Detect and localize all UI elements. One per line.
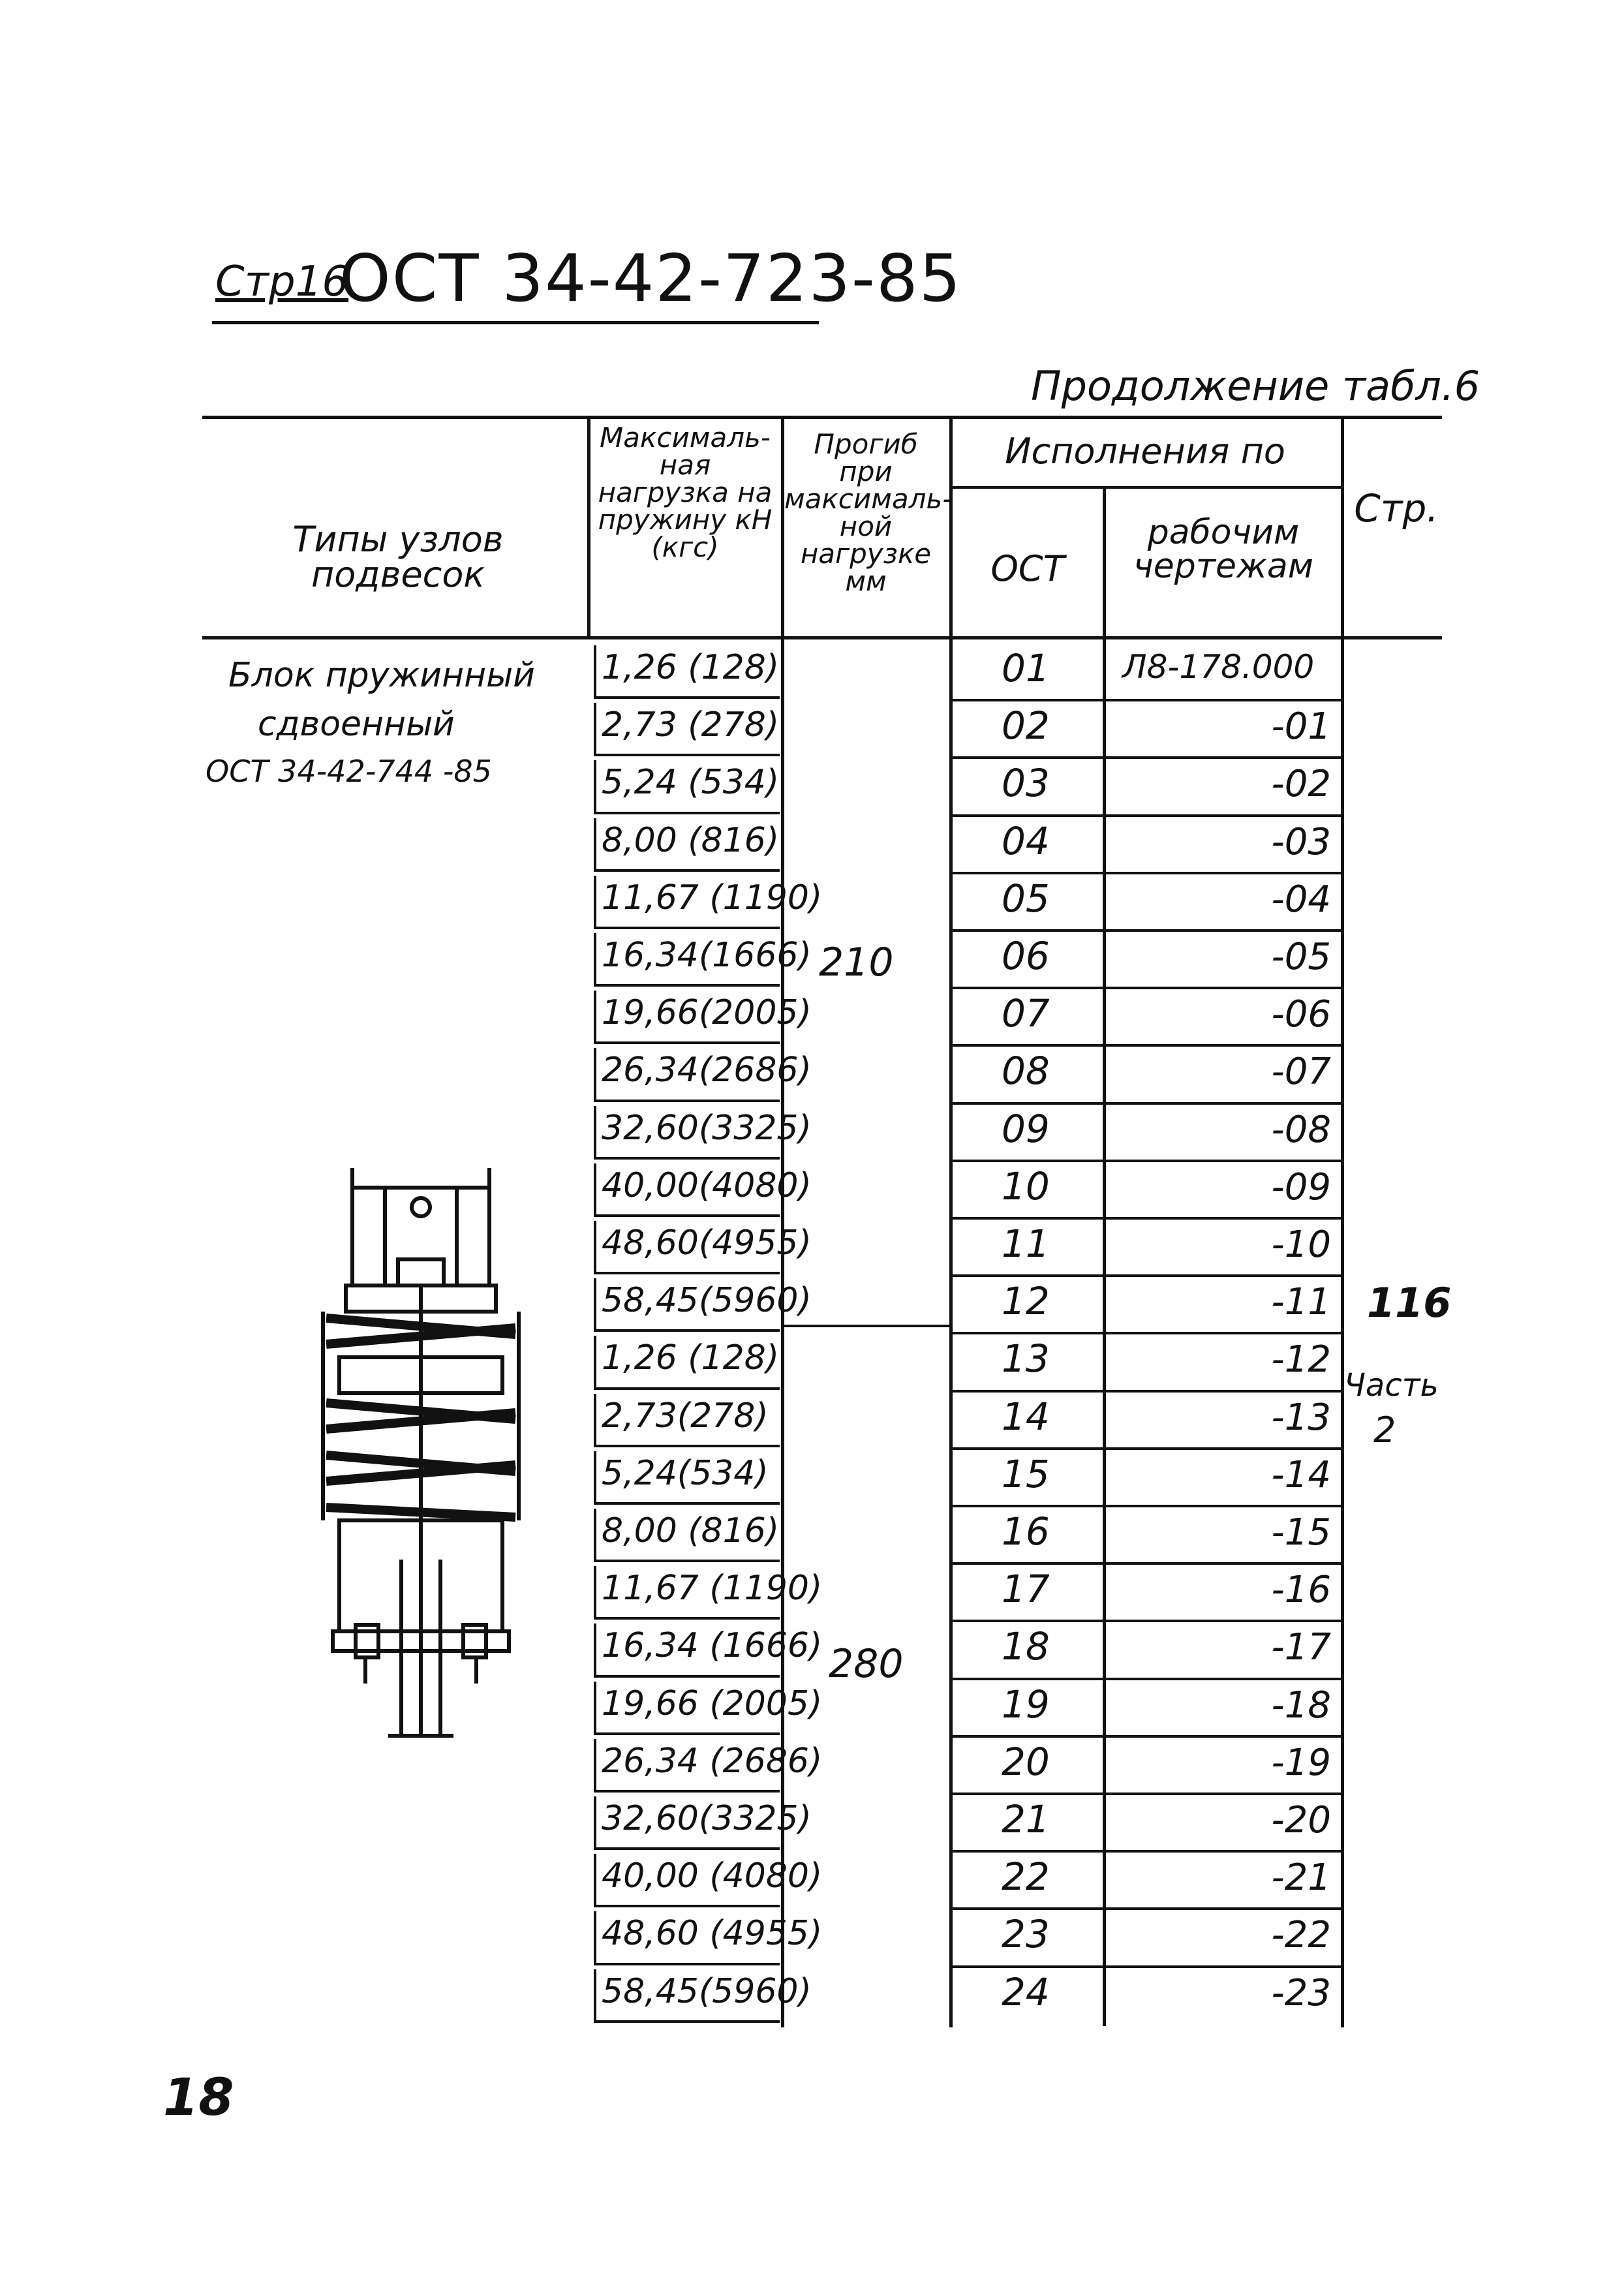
load-cell-frame xyxy=(594,1682,780,1735)
drawing-version-cell: -01 xyxy=(1271,705,1331,748)
load-cell-frame xyxy=(594,1278,780,1332)
drawing-version-cell: -07 xyxy=(1271,1051,1331,1094)
load-cell-frame xyxy=(594,991,780,1044)
ost-version-cell: 13 xyxy=(1002,1336,1050,1381)
table-header-bottom-border xyxy=(202,636,1442,639)
drawing-version-cell: -11 xyxy=(1271,1281,1331,1324)
load-cell: 19,66(2005) xyxy=(602,993,812,1033)
ost-version-cell: 01 xyxy=(1002,646,1050,690)
load-cell: 40,00 (4080) xyxy=(602,1856,823,1896)
load-cell: 58,45(5960) xyxy=(602,1971,812,2011)
ost-version-cell: 16 xyxy=(1002,1509,1050,1554)
row-divider xyxy=(949,1332,1341,1334)
ost-version-cell: 15 xyxy=(1002,1451,1050,1496)
load-cell: 58,45(5960) xyxy=(602,1281,812,1321)
ost-version-cell: 19 xyxy=(1002,1682,1050,1727)
load-cell-frame xyxy=(594,1969,780,2023)
part-label: Часть xyxy=(1344,1367,1439,1404)
load-cell: 11,67 (1190) xyxy=(602,1569,823,1608)
load-cell-frame xyxy=(594,1336,780,1389)
page-ref: Стр16 xyxy=(215,258,349,306)
ost-version-cell: 06 xyxy=(1002,934,1050,978)
load-cell-frame xyxy=(594,1566,780,1620)
table-top-border xyxy=(202,416,1442,419)
load-cell-frame xyxy=(594,933,780,987)
load-cell-frame xyxy=(594,1854,780,1907)
versions-header: Исполнения по xyxy=(1005,431,1285,472)
row-divider xyxy=(949,1562,1341,1565)
load-cell: 32,60(3325) xyxy=(602,1799,812,1838)
ost-version-cell: 20 xyxy=(1002,1739,1050,1784)
drawing-version-cell: -08 xyxy=(1271,1108,1331,1151)
row-divider xyxy=(949,756,1341,759)
ost-version-cell: 14 xyxy=(1002,1394,1050,1439)
deflection-group-divider xyxy=(781,1325,951,1327)
row-divider xyxy=(949,814,1341,817)
type-name-line-1: Блок пружинный xyxy=(228,656,535,695)
drawing-version-cell: -21 xyxy=(1271,1856,1331,1900)
drawing-version-cell: -03 xyxy=(1271,820,1331,863)
drawing-version-cell: -16 xyxy=(1271,1569,1331,1612)
load-cell-frame xyxy=(594,1451,780,1505)
standard-number: ОСТ 34-42-723-85 xyxy=(339,240,962,316)
load-cell: 26,34 (2686) xyxy=(602,1741,823,1781)
drawing-version-cell: -15 xyxy=(1271,1511,1331,1554)
load-cell: 16,34 (1666) xyxy=(602,1626,823,1666)
drawing-version-cell: Л8-178.000 xyxy=(1122,648,1315,686)
load-cell: 40,00(4080) xyxy=(602,1165,812,1205)
drawing-version-cell: -10 xyxy=(1271,1223,1331,1266)
row-divider xyxy=(949,1850,1341,1853)
ost-version-cell: 23 xyxy=(1002,1912,1050,1957)
ost-version-cell: 09 xyxy=(1002,1106,1050,1151)
row-divider xyxy=(949,1505,1341,1507)
load-cell-frame xyxy=(594,1911,780,1965)
type-standard-ref: ОСТ 34-42-744 -85 xyxy=(206,754,492,789)
load-cell: 48,60 (4955) xyxy=(602,1914,823,1954)
row-divider xyxy=(949,872,1341,874)
drawing-version-cell: -06 xyxy=(1271,993,1331,1036)
table-continuation-label: Продолжение табл.6 xyxy=(1031,362,1480,410)
load-cell: 2,73 (278) xyxy=(602,705,780,745)
row-divider xyxy=(949,1447,1341,1450)
row-divider xyxy=(949,1274,1341,1277)
row-divider xyxy=(949,699,1341,701)
row-divider xyxy=(949,1044,1341,1047)
ost-version-cell: 22 xyxy=(1002,1854,1050,1900)
row-divider xyxy=(949,1793,1341,1795)
load-cell-frame xyxy=(594,760,780,814)
header-underline xyxy=(212,321,819,324)
load-cell-frame xyxy=(594,1394,780,1447)
ost-version-cell: 08 xyxy=(1002,1049,1050,1094)
drawing-version-cell: -05 xyxy=(1271,936,1331,978)
row-divider xyxy=(949,1907,1341,1910)
drawing-version-cell: -18 xyxy=(1271,1684,1331,1727)
ost-header: ОСТ xyxy=(990,548,1065,589)
drawings-header: рабочим чертежам xyxy=(1133,513,1313,586)
ost-version-cell: 04 xyxy=(1002,818,1050,863)
max-load-header: Максималь-ная нагрузка на пружину кН (кгс) xyxy=(598,422,773,563)
drawing-version-cell: -02 xyxy=(1271,763,1331,806)
page-ref-value: 116 xyxy=(1367,1279,1452,1327)
drawing-version-cell: -12 xyxy=(1271,1338,1331,1381)
ost-version-cell: 12 xyxy=(1002,1279,1050,1324)
col-divider-2 xyxy=(781,416,784,2027)
ost-version-cell: 02 xyxy=(1002,703,1050,748)
page-header: Стр. xyxy=(1354,486,1439,531)
load-cell: 8,00 (816) xyxy=(602,1511,780,1550)
load-cell: 19,66 (2005) xyxy=(602,1684,823,1723)
load-cell-frame xyxy=(594,1163,780,1217)
versions-subheader-line xyxy=(949,486,1341,489)
deflection-group-1: 210 xyxy=(819,940,894,985)
part-number: 2 xyxy=(1373,1409,1396,1451)
row-divider xyxy=(949,1735,1341,1738)
drawing-version-cell: -19 xyxy=(1271,1741,1331,1784)
ost-version-cell: 21 xyxy=(1002,1797,1050,1841)
load-cell-frame xyxy=(594,703,780,756)
drawing-version-cell: -13 xyxy=(1271,1396,1331,1439)
ost-version-cell: 24 xyxy=(1002,1969,1050,2014)
row-divider xyxy=(949,987,1341,989)
load-cell: 26,34(2686) xyxy=(602,1051,812,1090)
load-cell-frame xyxy=(594,1221,780,1274)
drawing-version-cell: -04 xyxy=(1271,878,1331,921)
row-divider xyxy=(949,1160,1341,1162)
load-cell: 11,67 (1190) xyxy=(602,878,823,917)
load-cell-frame xyxy=(594,645,780,699)
load-cell-frame xyxy=(594,1106,780,1160)
load-cell: 48,60(4955) xyxy=(602,1223,812,1263)
drawing-version-cell: -20 xyxy=(1271,1799,1331,1841)
row-divider xyxy=(949,1620,1341,1622)
type-name-line-2: сдвоенный xyxy=(258,705,455,744)
page-number: 18 xyxy=(163,2069,234,2127)
drawing-version-cell: -09 xyxy=(1271,1165,1331,1208)
deflection-header: Прогиб при максималь-ной нагрузке мм xyxy=(784,428,953,597)
load-cell: 5,24(534) xyxy=(602,1453,769,1493)
drawing-version-cell: -23 xyxy=(1271,1971,1331,2014)
load-cell: 16,34(1666) xyxy=(602,936,812,975)
drawing-version-cell: -17 xyxy=(1271,1626,1331,1669)
row-divider xyxy=(949,1217,1341,1220)
load-cell: 5,24 (534) xyxy=(602,763,780,803)
load-cell: 1,26 (128) xyxy=(602,1338,780,1378)
load-cell: 1,26 (128) xyxy=(602,648,780,687)
load-cell: 2,73(278) xyxy=(602,1396,769,1436)
ost-version-cell: 03 xyxy=(1002,761,1050,806)
row-divider xyxy=(949,1390,1341,1393)
ost-version-cell: 05 xyxy=(1002,876,1050,921)
row-divider xyxy=(949,1678,1341,1680)
ost-version-cell: 18 xyxy=(1002,1624,1050,1669)
drawing-version-cell: -14 xyxy=(1271,1453,1331,1496)
load-cell-frame xyxy=(594,1048,780,1101)
ost-version-cell: 11 xyxy=(1002,1222,1050,1266)
types-header: Типы узлов подвесок xyxy=(292,519,504,595)
row-divider xyxy=(949,1102,1341,1105)
load-cell: 8,00 (816) xyxy=(602,820,780,860)
row-divider xyxy=(949,1965,1341,1968)
load-cell: 32,60(3325) xyxy=(602,1108,812,1148)
load-cell-frame xyxy=(594,1624,780,1677)
load-cell-frame xyxy=(594,876,780,929)
row-divider xyxy=(949,929,1341,932)
spring-block-drawing xyxy=(313,1168,529,1742)
col-divider-3 xyxy=(949,416,953,2027)
load-cell-frame xyxy=(594,1509,780,1562)
ost-version-cell: 17 xyxy=(1002,1567,1050,1612)
drawing-version-cell: -22 xyxy=(1271,1914,1331,1957)
ost-version-cell: 07 xyxy=(1002,991,1050,1036)
ost-version-cell: 10 xyxy=(1002,1163,1050,1208)
load-cell-frame xyxy=(594,1796,780,1850)
deflection-group-2: 280 xyxy=(829,1641,904,1687)
load-cell-frame xyxy=(594,818,780,872)
load-cell-frame xyxy=(594,1739,780,1793)
